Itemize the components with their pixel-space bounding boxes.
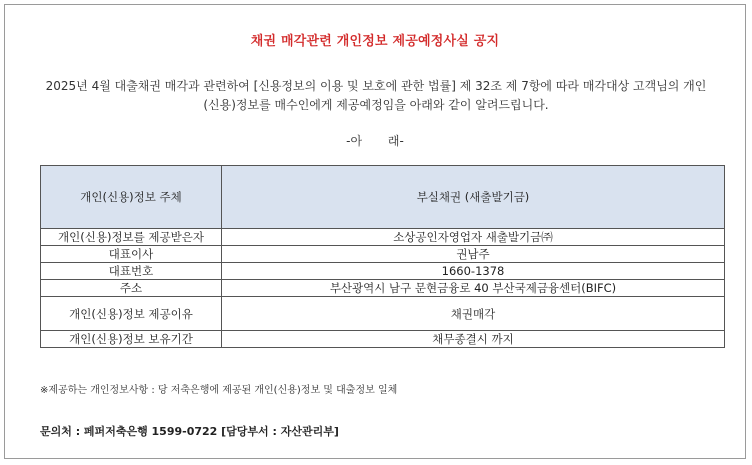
footnote: ※제공하는 개인정보사항 : 당 저축은행에 제공된 개인(신용)정보 및 대출정보 일체 <box>40 385 398 396</box>
table-row <box>41 280 725 297</box>
table-row <box>41 229 725 246</box>
intro-line-2: (신용)정보를 매수인에게 제공예정임을 아래와 같이 알려드립니다. <box>203 98 549 112</box>
table-row <box>41 246 725 263</box>
row-label: 개인(신용)정보를 제공받은자 <box>41 229 222 246</box>
row-label: 개인(신용)정보 보유기간 <box>41 331 222 348</box>
notice-panel <box>4 4 746 459</box>
row-label: 주소 <box>41 280 222 297</box>
row-label: 대표번호 <box>41 263 222 280</box>
row-value: 부산광역시 남구 문현금융로 40 부산국제금융센터(BIFC) <box>222 280 725 297</box>
contact-info: 문의처 : 페퍼저축은행 1599-0722 [담당부서 : 자산관리부] <box>40 425 339 438</box>
row-label: 개인(신용)정보 주체 <box>41 166 222 229</box>
row-value: 부실채권 (새출발기금) <box>222 166 725 229</box>
info-table <box>40 165 725 348</box>
row-label: 개인(신용)정보 제공이유 <box>41 297 222 331</box>
intro-line-1: 2025년 4월 대출채권 매각과 관련하여 [신용정보의 이용 및 보호에 관한 법률] 제 32조 제 7항에 따라 매각대상 고객님의 개인 <box>45 79 707 93</box>
table-row <box>41 297 725 331</box>
row-value: 권남주 <box>222 246 725 263</box>
table-row <box>41 166 725 229</box>
row-value: 소상공인자영업자 새출발기금㈜ <box>222 229 725 246</box>
row-label: 대표이사 <box>41 246 222 263</box>
row-value: 1660-1378 <box>222 263 725 280</box>
table-row <box>41 263 725 280</box>
row-value: 채무종결시 까지 <box>222 331 725 348</box>
row-value: 채권매각 <box>222 297 725 331</box>
notice-title: 채권 매각관련 개인정보 제공예정사실 공지 <box>250 34 500 49</box>
section-separator: -아 래- <box>346 134 404 148</box>
notice-intro <box>23 77 729 115</box>
table-row <box>41 331 725 348</box>
